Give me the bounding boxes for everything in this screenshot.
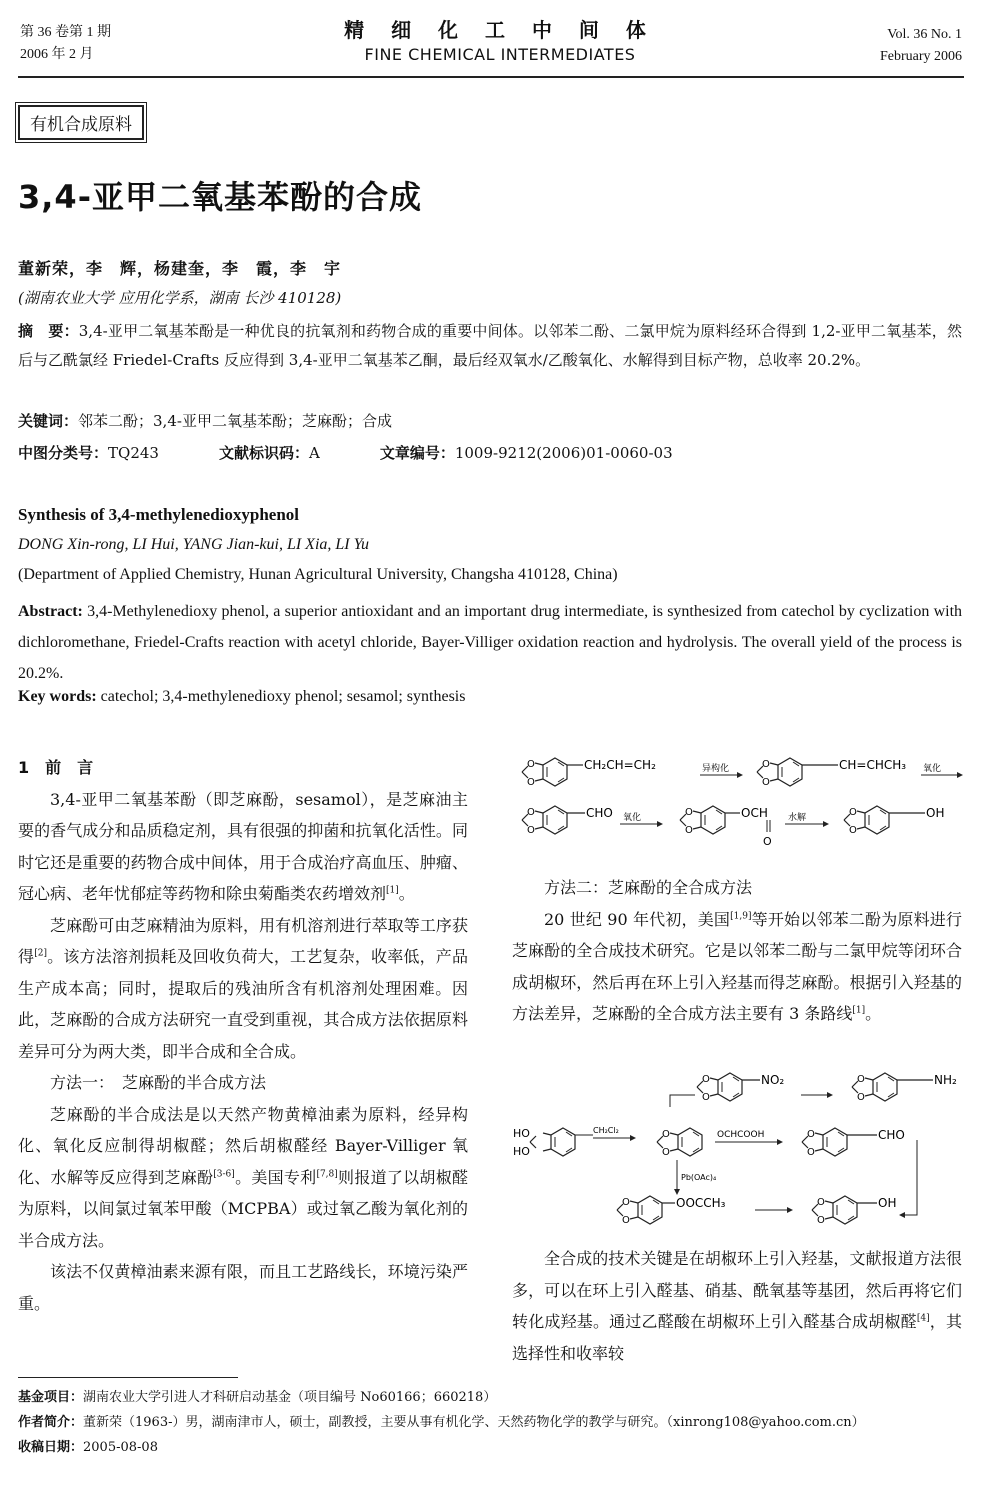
column-tag: 有机合成原料: [18, 105, 144, 140]
header-right: [880, 24, 962, 68]
english-affiliation: (Department of Applied Chemistry, Hunan Agricultural University, Changsha 410128, China): [18, 566, 618, 583]
article-title: 3,4-亚甲二氧基苯酚的合成: [18, 178, 422, 216]
scheme-semi-synthesis: [505, 752, 970, 857]
reagent-glyoxylic: OCHCOOH: [717, 1130, 765, 1140]
abstract-cn-text: 3,4-亚甲二氧基苯酚是一种优良的抗氧剂和药物合成的重要中间体。以邻苯二酚、二氯甲烷为原料经环合得到 1,2-亚甲二氧基苯，然后与乙酰氯经 Friedel-Crafts 反应得到 3,4-亚甲二氧基苯乙酮，最后经双氧水/乙酸氧化、水解得到目标产物，总收率 20.2%。: [18, 322, 962, 369]
right-column-lower: [512, 1243, 962, 1369]
ring-oxygen: O: [857, 1092, 865, 1103]
english-keywords-label: Key words:: [18, 688, 97, 705]
english-keywords-text: catechol; 3,4-methylenedioxy phenol; sesamol; synthesis: [100, 688, 466, 705]
journal-title-block: [300, 16, 700, 66]
ring-oxygen: O: [817, 1215, 825, 1226]
ring-oxygen: O: [527, 825, 535, 836]
ring-oxygen: O: [527, 759, 535, 770]
english-abstract-label: Abstract:: [18, 603, 83, 620]
section-1-heading: 1 前 言: [18, 758, 94, 777]
catechol-ho-2: HO: [513, 1145, 530, 1158]
ref-7-8: [7,8]: [316, 1169, 338, 1180]
volume-cn: 第 36 卷第 1 期: [20, 25, 111, 40]
arrow-isomerization-label: 异构化: [702, 764, 730, 774]
ref-3-6: [3-6]: [213, 1169, 235, 1180]
ref-2: [2]: [34, 948, 47, 959]
scheme-total-synthesis: [505, 1065, 970, 1235]
ring-oxygen: O: [807, 1129, 815, 1140]
propenyl-group: CH=CHCH₃: [839, 758, 907, 772]
method-2-heading: 方法二：芝麻酚的全合成方法: [544, 878, 753, 897]
left-column: [18, 752, 468, 1319]
nitro-group: NO₂: [761, 1073, 785, 1087]
catechol-ho-1: HO: [513, 1127, 530, 1140]
arrow-oxidation-label-2: 氧化: [623, 813, 642, 823]
footnote-author: 作者简介：董新荣（1963-）男，湖南津市人，硕士，副教授，主要从事有机化学、天然药物化学的教学与研究。（xinrong108@yahoo.com.cn）: [18, 1415, 865, 1430]
paragraph-4: 该法不仅黄樟油素来源有限，而且工艺路线长，环境污染严重。: [18, 1262, 468, 1313]
ring-oxygen: O: [702, 1092, 710, 1103]
ref-1: [1]: [386, 885, 399, 896]
ring-oxygen: O: [702, 1074, 710, 1085]
ref-4: [4]: [916, 1313, 930, 1324]
cls-value: TQ243: [108, 444, 159, 462]
ring-oxygen: O: [849, 807, 857, 818]
ring-oxygen: O: [762, 759, 770, 770]
footnote-fund: 基金项目：湖南农业大学引进人才科研启动基金（项目编号 No60166；660218）: [18, 1390, 497, 1405]
ring-oxygen: O: [527, 777, 535, 788]
article-no-value: 1009-9212(2006)01-0060-03: [454, 444, 673, 462]
journal-name-en: FINE CHEMICAL INTERMEDIATES: [364, 45, 636, 64]
footnote-received: 收稿日期：2005-08-08: [18, 1440, 158, 1455]
amine-group: NH₂: [934, 1073, 957, 1087]
ring-oxygen: O: [817, 1197, 825, 1208]
english-title: Synthesis of 3,4-methylenedioxyphenol: [18, 505, 299, 524]
doc-code-label: 文献标识码：: [218, 444, 309, 462]
volume-en: Vol. 36 No. 1: [887, 27, 962, 42]
hydroxyl-group: OH: [926, 806, 945, 820]
keywords-cn-label: 关键词：: [18, 412, 79, 430]
allyl-group: CH₂CH=CH₂: [584, 758, 656, 772]
footnote-rule: [18, 1377, 238, 1378]
english-abstract: [18, 596, 962, 689]
english-keywords: [18, 688, 465, 706]
ring-oxygen: O: [527, 807, 535, 818]
doc-code-value: A: [308, 444, 320, 462]
reagent-lead-acetate: Pb(OAc)₄: [681, 1173, 717, 1182]
carbonyl-oxygen: O: [763, 835, 772, 848]
ring-oxygen: O: [622, 1215, 630, 1226]
ref-1-9: [1,9]: [730, 911, 752, 922]
affiliation: (湖南农业大学 应用化学系，湖南 长沙 410128): [18, 289, 342, 307]
reagent-dichloromethane: CH₂Cl₂: [593, 1126, 619, 1135]
ring-oxygen: O: [685, 807, 693, 818]
date-en: February 2006: [879, 49, 962, 64]
classification-line: [18, 439, 962, 467]
ref-1b: [1]: [852, 1005, 866, 1016]
paragraph-6: 全合成的技术关键是在胡椒环上引入羟基，文献报道方法很多，可以在环上引入醛基、硝基、酰氧基等基团，然后再将它们转化成羟基。通过乙醛酸在胡椒环上引入醛基合成胡椒醛[4]，其选择性和收率较: [512, 1249, 962, 1363]
paragraph-2: 芝麻酚可由芝麻精油为原料，用有机溶剂进行萃取等工序获得[2]。该方法溶剂损耗及回收负荷大，工艺复杂，收率低，产品生产成本高；同时，提取后的残油所含有机溶剂处理困难。因此，芝麻酚的合成方法研究一直受到重视，其合成方法依据原料差异可分为两大类，即半合成和全合成。: [18, 915, 468, 1061]
keywords-cn-text: 邻苯二酚；3,4-亚甲二氧基苯酚；芝麻酚；合成: [78, 412, 392, 430]
ring-oxygen: O: [662, 1147, 670, 1158]
journal-name-cn: 精 细 化 工 中 间 体: [344, 18, 656, 42]
formate-group: OCH: [741, 806, 768, 820]
keywords-cn: [18, 407, 962, 436]
ring-oxygen: O: [622, 1197, 630, 1208]
header-left: [20, 22, 111, 66]
date-cn: 2006 年 2 月: [20, 47, 94, 62]
aldehyde-group-2: CHO: [878, 1128, 905, 1142]
ring-oxygen: O: [857, 1074, 865, 1085]
method-1-heading: 方法一： 芝麻酚的半合成方法: [50, 1073, 267, 1092]
arrow-hydrolysis-label: 水解: [788, 813, 807, 823]
english-abstract-text: 3,4-Methylenedioxy phenol, a superior antioxidant and an important drug intermediate, is synthesized from catechol by cyclization with dichloromethane, Friedel-Crafts reaction with acetyl chloride, Bayer-Villiger oxidation reaction and hydrolysis. The overall yield of the process is 20.2%.: [18, 603, 963, 682]
ring-oxygen: O: [849, 825, 857, 836]
english-authors: DONG Xin-rong, LI Hui, YANG Jian-kui, LI Xia, LI Yu: [18, 536, 370, 553]
abstract-cn: [18, 317, 962, 375]
hydroxyl-group-2: OH: [878, 1196, 897, 1210]
paragraph-5: 20 世纪 90 年代初，美国[1,9]等开始以邻苯二酚为原料进行芝麻酚的全合成技术研究。它是以邻苯二酚与二氯甲烷等闭环合成胡椒环，然后再在环上引入羟基而得芝麻酚。根据引入羟基的方法差异，芝麻酚的全合成方法主要有 3 条路线[1]。: [512, 909, 962, 1023]
catechol-ring: [530, 1128, 575, 1156]
ring-oxygen: O: [685, 825, 693, 836]
arrow-oxidation-label-1: 氧化: [923, 764, 942, 774]
article-no-label: 文章编号：: [379, 444, 455, 462]
cls-label: 中图分类号：: [18, 444, 109, 462]
header-rule: [18, 76, 964, 78]
paragraph-3: 芝麻酚的半合成法是以天然产物黄樟油素为原料，经异构化、氧化反应制得胡椒醛；然后胡椒醛经 Bayer-Villiger 氧化、水解等反应得到芝麻酚[3-6]。美国专利[7,8]则报道了以胡椒醛为原料，以间氯过氧苯甲酸（MCPBA）或过氧乙酸为氧化剂的半合成方法。: [18, 1104, 468, 1250]
aldehyde-group: CHO: [586, 806, 613, 820]
authors: 董新荣，李 辉，杨建奎，李 霞，李 宇: [18, 259, 342, 278]
acetoxy-group: OOCCH₃: [676, 1196, 726, 1210]
right-column-upper: [512, 872, 962, 1030]
ring-oxygen: O: [762, 777, 770, 788]
paragraph-1: 3,4-亚甲二氧基苯酚（即芝麻酚，sesamol），是芝麻油主要的香气成分和品质稳定剂，具有很强的抑菌和抗氧化活性。同时它还是重要的药物合成中间体，用于合成治疗高血压、肿瘤、冠心病、老年忧郁症等药物和除虫菊酯类农药增效剂[1]。: [18, 789, 468, 903]
footnotes: [18, 1385, 968, 1460]
abstract-cn-label: 摘 要：: [18, 322, 79, 340]
ring-oxygen: O: [662, 1129, 670, 1140]
ring-oxygen: O: [807, 1147, 815, 1158]
